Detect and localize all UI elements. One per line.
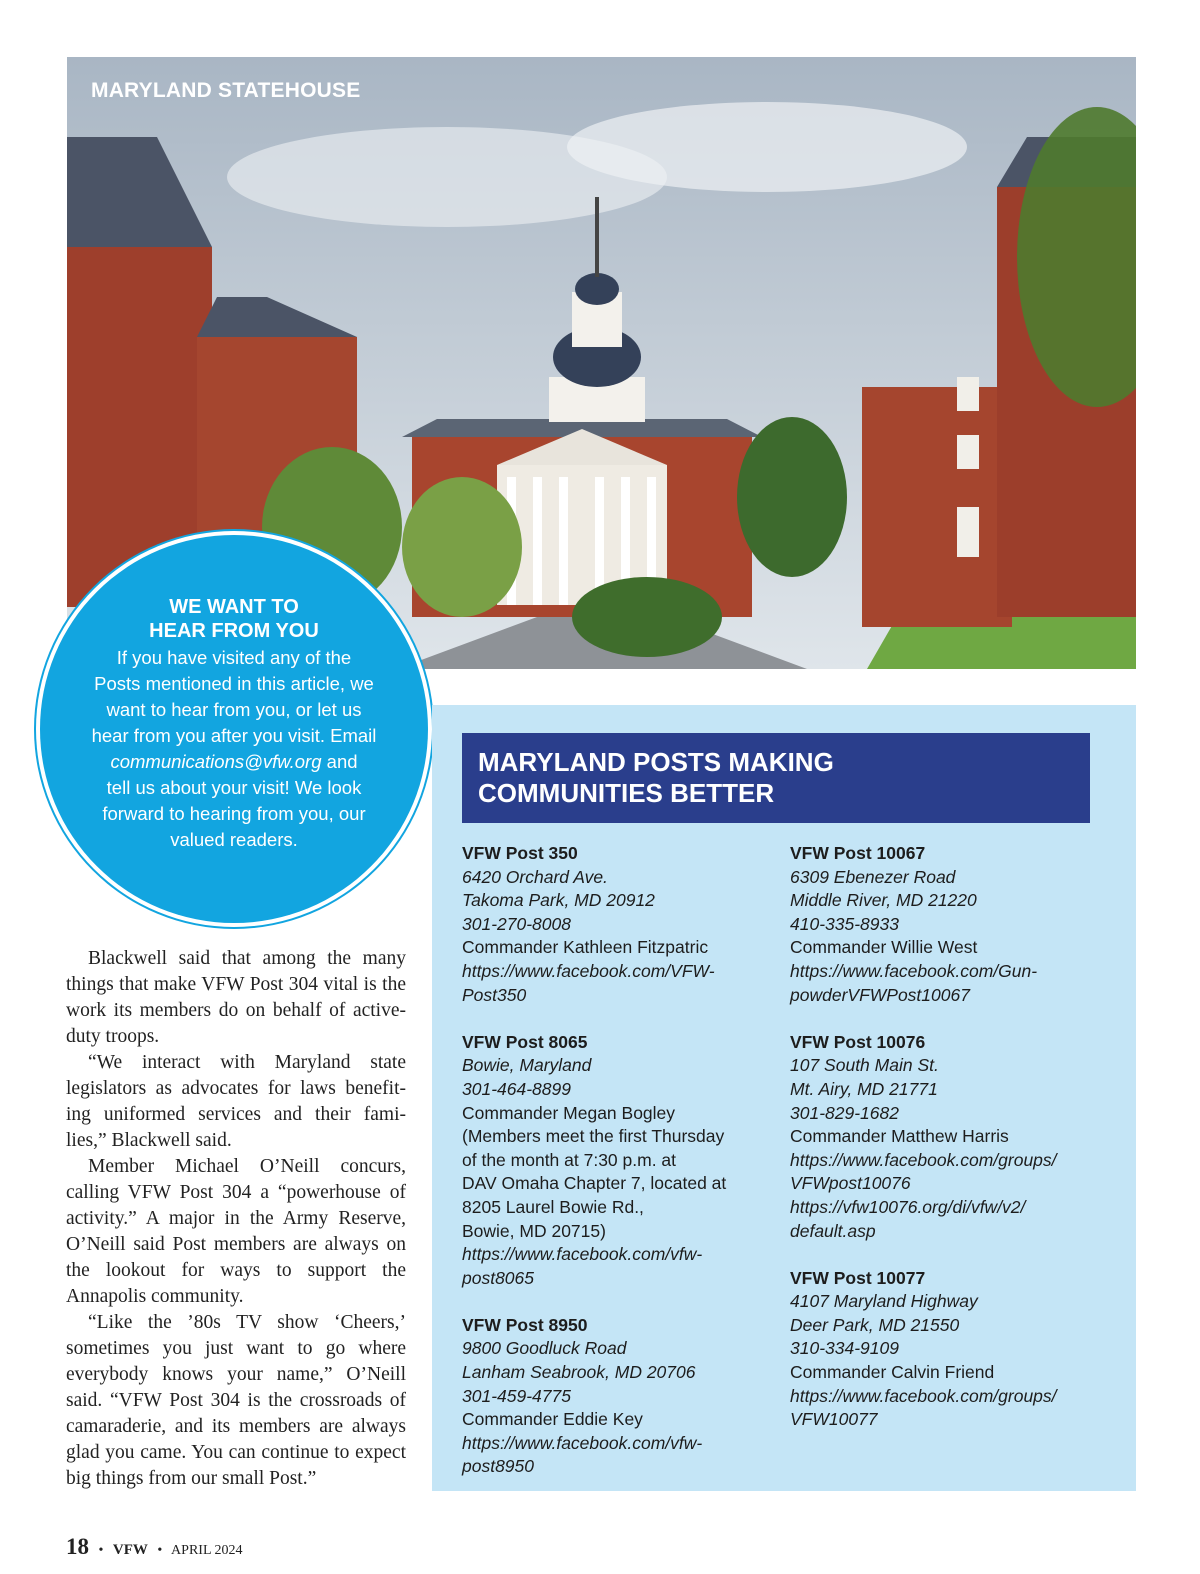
footer-separator: • — [157, 1543, 163, 1558]
post-detail: Middle River, MD 21220 — [790, 890, 977, 911]
post-detail: 9800 Goodluck Road — [462, 1338, 627, 1359]
post-detail: 4107 Maryland Highway — [790, 1291, 978, 1312]
post-detail: 301-270-8008 — [462, 913, 571, 934]
callout-line: tell us about your visit! We look — [106, 777, 362, 798]
post-link[interactable]: VFW10077 — [790, 1409, 878, 1430]
post-detail: Commander Matthew Harris — [790, 1126, 1009, 1147]
callout-email-line — [70, 749, 398, 775]
post-name: VFW Post 350 — [462, 843, 578, 863]
post-link[interactable]: https://www.facebook.com/vfw- — [462, 1432, 703, 1453]
post-detail: Deer Park, MD 21550 — [790, 1314, 960, 1335]
post-name: VFW Post 8950 — [462, 1314, 588, 1335]
callout-line: Posts mentioned in this article, we — [94, 673, 374, 694]
issue-date: APRIL 2024 — [171, 1543, 243, 1558]
post-link[interactable]: default.asp — [790, 1220, 876, 1241]
post-link[interactable]: https://www.facebook.com/VFW- — [462, 960, 715, 981]
post-detail: Commander Kathleen Fitzpatric — [462, 937, 709, 958]
callout-email-link[interactable]: communications@vfw.org — [110, 751, 322, 772]
article-body — [66, 946, 406, 1492]
post-link[interactable]: VFWpost10076 — [790, 1173, 911, 1194]
callout-line: forward to hearing from you, our — [102, 803, 366, 824]
post-detail: 8205 Laurel Bowie Rd., — [462, 1196, 644, 1217]
post-entry — [790, 1031, 1090, 1243]
post-link[interactable]: powderVFWPost10067 — [790, 984, 970, 1005]
callout-line: valued readers. — [170, 829, 298, 850]
post-link[interactable]: https://www.facebook.com/groups/ — [790, 1385, 1057, 1406]
post-entry — [462, 1314, 762, 1479]
post-link[interactable]: https://www.facebook.com/Gun- — [790, 960, 1038, 981]
post-detail: Lanham Seabrook, MD 20706 — [462, 1362, 696, 1383]
post-detail: DAV Omaha Chapter 7, located at — [462, 1173, 727, 1194]
post-detail: 301-464-8899 — [462, 1078, 571, 1099]
post-detail: 301-459-4775 — [462, 1385, 571, 1406]
sidebar-heading — [462, 733, 1090, 823]
post-link[interactable]: post8065 — [462, 1267, 535, 1288]
photo-caption: MARYLAND STATEHOUSE — [91, 79, 361, 102]
page-footer — [66, 1534, 242, 1560]
post-entry — [462, 1031, 762, 1291]
post-name: VFW Post 10076 — [790, 1031, 926, 1052]
article-paragraph: “We interact with Maryland state legislators as advocates for laws benefit-ing uniformed services and their fami-lies,” Blackwell said. — [66, 1052, 406, 1151]
post-detail: Commander Megan Bogley — [462, 1102, 676, 1123]
callout-line: want to hear from you, or let us — [106, 699, 362, 720]
feedback-callout — [40, 535, 428, 923]
sidebar-heading-line2: COMMUNITIES BETTER — [478, 778, 775, 808]
post-detail: Mt. Airy, MD 21771 — [790, 1078, 938, 1099]
post-detail: Commander Willie West — [790, 937, 978, 958]
post-entry — [790, 842, 1090, 1007]
magazine-name: VFW — [112, 1542, 148, 1558]
post-detail: (Members meet the first Thursday — [462, 1126, 725, 1147]
post-detail: Commander Eddie Key — [462, 1409, 643, 1430]
post-link[interactable]: https://www.facebook.com/groups/ — [790, 1149, 1057, 1170]
footer-separator: • — [98, 1543, 104, 1558]
page-number: 18 — [66, 1534, 89, 1559]
post-detail: 107 South Main St. — [790, 1055, 939, 1076]
post-entry — [790, 1267, 1090, 1432]
post-link[interactable]: Post350 — [462, 984, 527, 1005]
callout-title-line2: HEAR FROM YOU — [149, 620, 319, 642]
post-detail: 6309 Ebenezer Road — [790, 866, 956, 887]
post-detail: Bowie, Maryland — [462, 1055, 592, 1076]
post-link[interactable]: post8950 — [462, 1456, 535, 1477]
post-name: VFW Post 8065 — [462, 1031, 588, 1052]
post-detail: Commander Calvin Friend — [790, 1362, 995, 1383]
post-detail: 410-335-8933 — [790, 913, 899, 934]
article-paragraph: Blackwell said that among the many things that make VFW Post 304 vital is the work its members do on behalf of active-duty troops. — [66, 948, 406, 1047]
posts-column-left — [462, 842, 762, 1503]
post-link[interactable]: https://vfw10076.org/di/vfw/v2/ — [790, 1196, 1026, 1217]
post-detail: of the month at 7:30 p.m. at — [462, 1149, 677, 1170]
callout-email-after: and — [321, 751, 358, 772]
sidebar-heading-line1: MARYLAND POSTS MAKING — [478, 747, 834, 777]
post-link[interactable]: https://www.facebook.com/vfw- — [462, 1244, 703, 1265]
post-detail: 301-829-1682 — [790, 1102, 899, 1123]
post-name: VFW Post 10067 — [790, 843, 926, 863]
callout-title-line1: WE WANT TO — [169, 596, 299, 618]
post-detail: 6420 Orchard Ave. — [462, 866, 608, 887]
post-detail: Takoma Park, MD 20912 — [462, 890, 655, 911]
posts-sidebar — [432, 705, 1136, 1491]
post-name: VFW Post 10077 — [790, 1267, 926, 1288]
post-detail: Bowie, MD 20715) — [462, 1220, 606, 1241]
post-entry — [462, 842, 762, 1007]
post-detail: 310-334-9109 — [790, 1338, 899, 1359]
callout-line: hear from you after you visit. Email — [91, 725, 377, 746]
article-paragraph: Member Michael O’Neill concurs, calling VFW Post 304 a “powerhouse of activity.” A major in the Army Reserve, O’Neill said Post members are always on the lookout for ways to support the Annapolis community. — [66, 1156, 406, 1307]
article-paragraph: “Like the ’80s TV show ‘Cheers,’ sometimes you just want to go where everybody knows your name,” O’Neill said. “VFW Post 304 is the crossroads of camaraderie, and its members are always glad you came. You can continue to expect big things from our small Post.” — [66, 1312, 406, 1489]
posts-column-right — [790, 842, 1090, 1455]
callout-line: If you have visited any of the — [116, 647, 352, 668]
